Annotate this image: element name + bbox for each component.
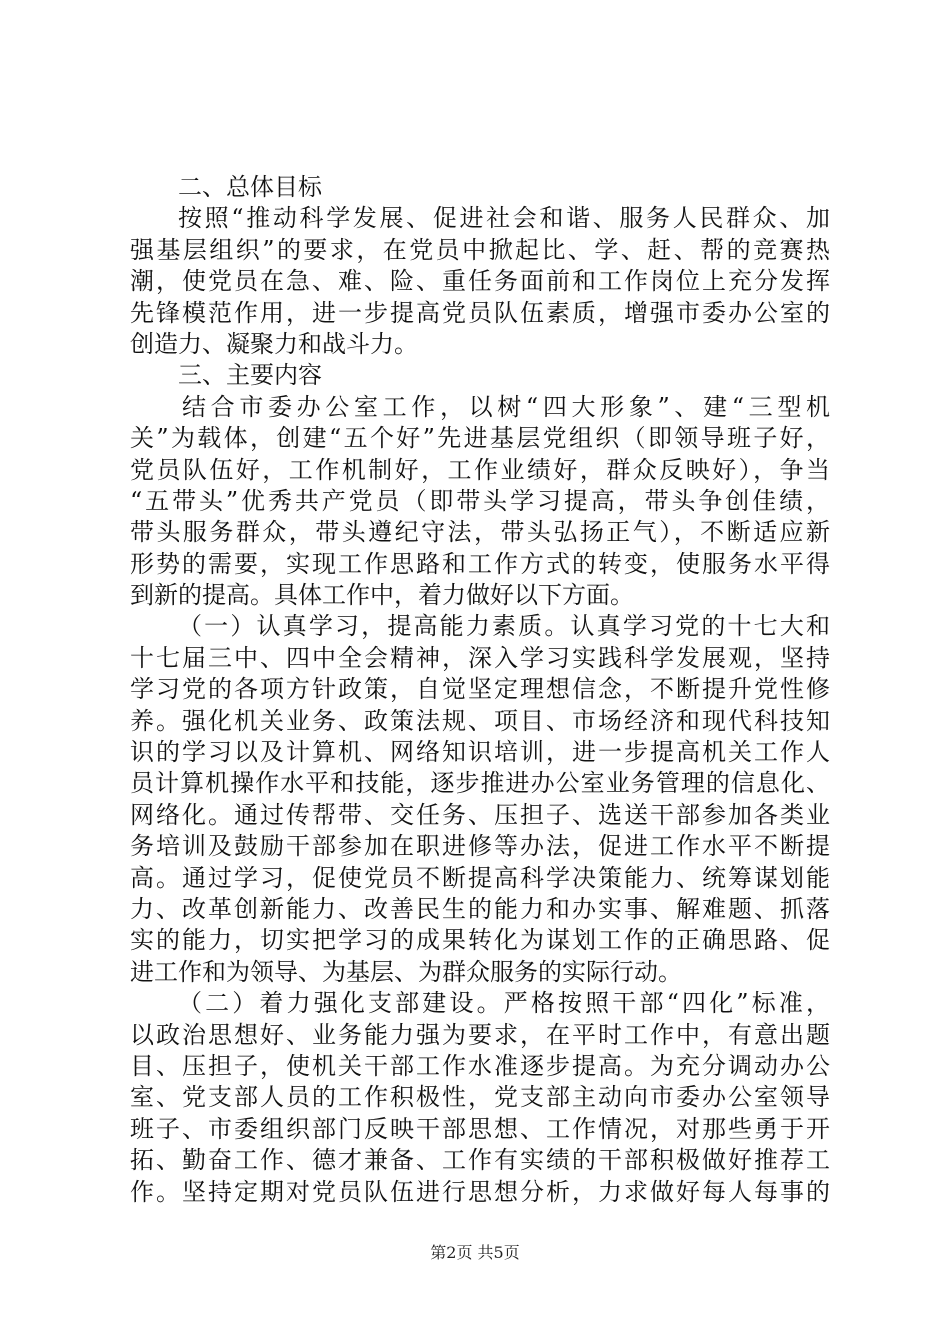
paragraph-line: 十七届三中、四中全会精神，深入学习实践科学发展观，坚持 — [130, 643, 830, 672]
paragraph-line: 潮，使党员在急、难、险、重任务面前和工作岗位上充分发挥 — [130, 267, 830, 296]
paragraph-line: “五带头”优秀共产党员（即带头学习提高，带头争创佳绩， — [130, 486, 830, 515]
paragraph-line: 形势的需要，实现工作思路和工作方式的转变，使服务水平得 — [130, 549, 830, 578]
paragraph-line: 作。坚持定期对党员队伍进行思想分析，力求做好每人每事的 — [130, 1177, 830, 1206]
paragraph-line: 结合市委办公室工作，以树“四大形象”、建“三型机 — [182, 392, 830, 421]
paragraph-line: 员计算机操作水平和技能，逐步推进办公室业务管理的信息化、 — [130, 769, 830, 798]
section-heading-main-content: 三、主要内容 — [178, 361, 322, 390]
paragraph-line: 实的能力，切实把学习的成果转化为谋划工作的正确思路、促 — [130, 926, 830, 955]
paragraph-line: （一）认真学习，提高能力素质。认真学习党的十七大和 — [178, 612, 830, 641]
document-body — [130, 172, 830, 1208]
paragraph-line: 力、改革创新能力、改善民生的能力和办实事、解难题、抓落 — [130, 894, 830, 923]
paragraph-line: 党员队伍好，工作机制好，工作业绩好，群众反映好），争当 — [130, 455, 830, 484]
paragraph-line: 按照“推动科学发展、促进社会和谐、服务人民群众、加 — [178, 204, 830, 233]
paragraph-line: 创造力、凝聚力和战斗力。 — [130, 329, 418, 358]
paragraph-line: 先锋模范作用，进一步提高党员队伍素质，增强市委办公室的 — [130, 298, 830, 327]
paragraph-line: 强基层组织”的要求，在党员中掀起比、学、赶、帮的竞赛热 — [130, 235, 830, 264]
paragraph-line: 养。强化机关业务、政策法规、项目、市场经济和现代科技知 — [130, 706, 830, 735]
page-number-footer: 第2页 共5页 — [430, 1243, 520, 1262]
paragraph-line: 带头服务群众，带头遵纪守法，带头弘扬正气），不断适应新 — [130, 518, 830, 547]
paragraph-line: 关”为载体，创建“五个好”先进基层党组织（即领导班子好， — [130, 424, 830, 453]
paragraph-line: 网络化。通过传帮带、交任务、压担子、选送干部参加各类业 — [130, 800, 830, 829]
paragraph-line: （二）着力强化支部建设。严格按照干部“四化”标准， — [178, 989, 830, 1018]
paragraph-line: 务培训及鼓励干部参加在职进修等办法，促进工作水平不断提 — [130, 832, 830, 861]
section-heading-overall-goal: 二、总体目标 — [178, 173, 322, 201]
paragraph-line: 室、党支部人员的工作积极性，党支部主动向市委办公室领导 — [130, 1083, 830, 1112]
paragraph-line: 拓、勤奋工作、德才兼备、工作有实绩的干部积极做好推荐工 — [130, 1146, 830, 1175]
paragraph-line: 学习党的各项方针政策，自觉坚定理想信念，不断提升党性修 — [130, 675, 830, 704]
paragraph-line: 到新的提高。具体工作中，着力做好以下方面。 — [130, 581, 634, 610]
paragraph-line: 进工作和为领导、为基层、为群众服务的实际行动。 — [130, 957, 682, 986]
paragraph-line: 班子、市委组织部门反映干部思想、工作情况，对那些勇于开 — [130, 1114, 830, 1143]
paragraph-line: 以政治思想好、业务能力强为要求，在平时工作中，有意出题 — [130, 1020, 830, 1049]
paragraph-line: 高。通过学习，促使党员不断提高科学决策能力、统筹谋划能 — [130, 863, 830, 892]
paragraph-line: 目、压担子，使机关干部工作水准逐步提高。为充分调动办公 — [130, 1051, 830, 1080]
paragraph-line: 识的学习以及计算机、网络知识培训，进一步提高机关工作人 — [130, 738, 830, 767]
